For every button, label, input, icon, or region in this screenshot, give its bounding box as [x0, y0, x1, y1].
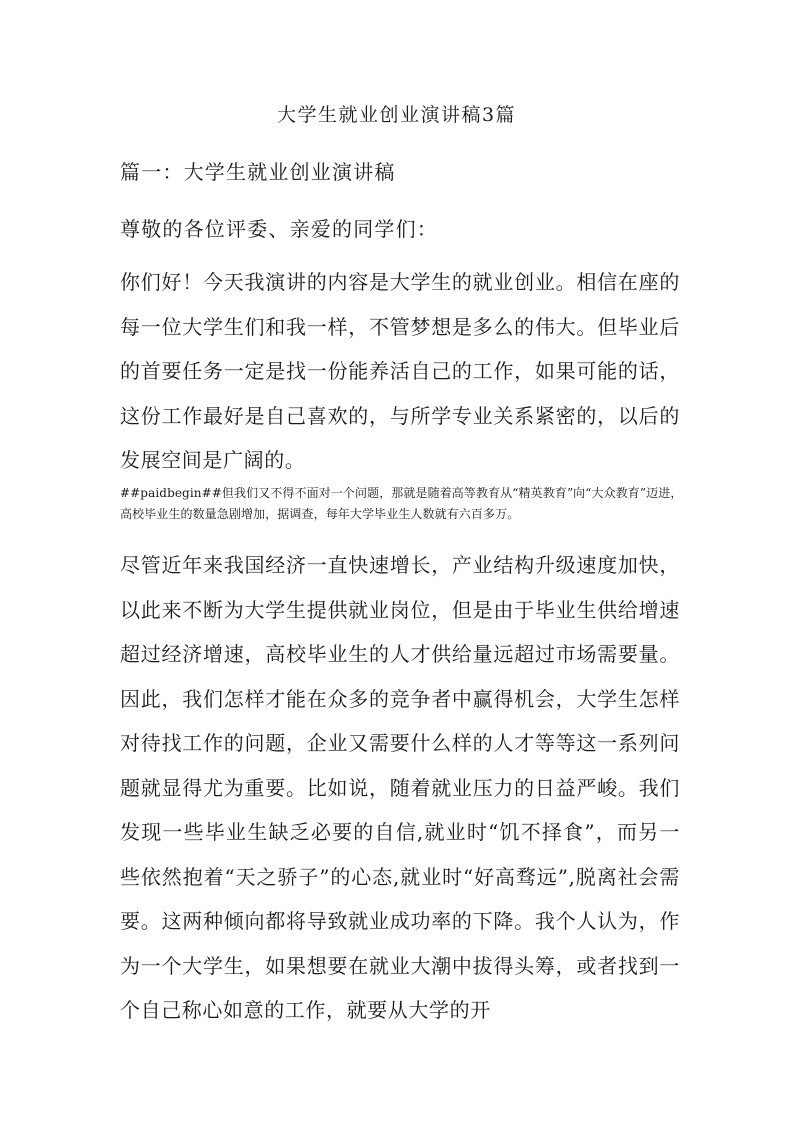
- small-print-paragraph: ##paidbegin##但我们又不得不面对一个问题，那就是随着高等教育从“精英教育”向“大众教育”迈进，高校毕业生的数量急剧增加，据调查，每年大学毕业生人数就有六百多万。: [120, 486, 683, 521]
- body-paragraph-2: 尽管近年来我国经济一直快速增长，产业结构升级速度加快，以此来不断为大学生提供就业岗位，但是由于毕业生供给增速超过经济增速，高校毕业生的人才供给量远超过市场需要量。 因此，我们怎样才能在众多的竞争者中赢得机会，大学生怎样对待找工作的问题，企业又需要什么样的人才等等这一系列问题就显得尤为重要。比如说，随着就业压力的日益严峻。我们发现一些毕业生缺乏必要的自信,就业时“饥不择食”，而另一些依然抱着“天之骄子”的心态,就业时“好高骛远”,脱离社会需要。这两种倾向都将导致就业成功率的下降。我个人认为，作为一个大学生，如果想要在就业大潮中拔得头筹，或者找到一个自己称心如意的工作，就要从大学的开: [120, 553, 680, 1022]
- salutation: 尊敬的各位评委、亲爱的同学们：: [120, 217, 438, 241]
- body-paragraph-1: 你们好！今天我演讲的内容是大学生的就业创业。相信在座的每一位大学生们和我一样，不管梦想是多么的伟大。但毕业后的首要任务一定是找一份能养活自己的工作，如果可能的话，这份工作最好是自己喜欢的，与所学专业关系紧密的，以后的发展空间是广阔的。: [120, 270, 680, 472]
- section-heading: 篇一：大学生就业创业演讲稿: [120, 160, 396, 184]
- document-title: 大学生就业创业演讲稿3篇: [276, 104, 517, 126]
